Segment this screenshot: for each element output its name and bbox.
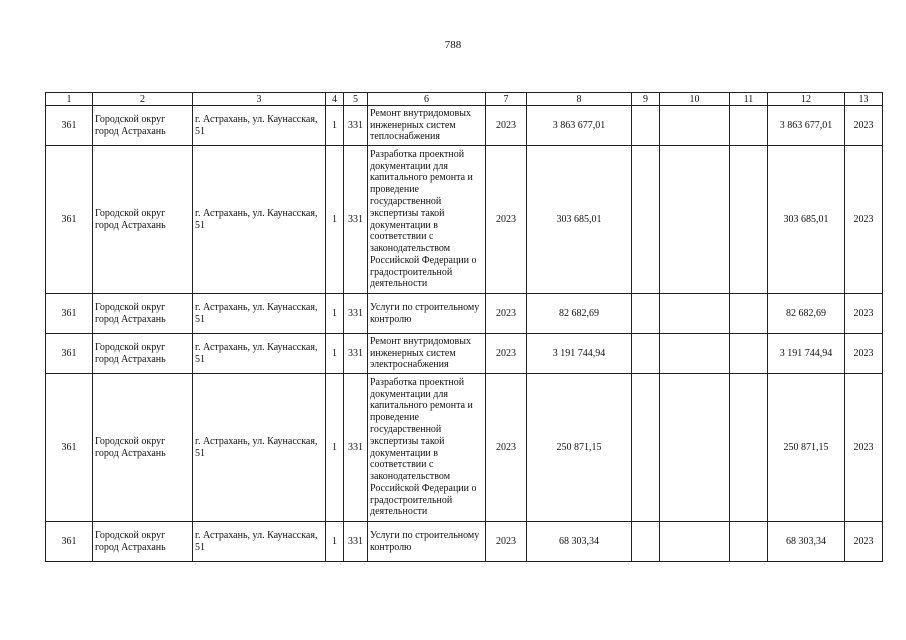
cell-total: 3 863 677,01 (768, 106, 845, 146)
cell-cost: 3 863 677,01 (527, 106, 632, 146)
cell-col4: 1 (326, 374, 344, 522)
cell-cost: 303 685,01 (527, 146, 632, 294)
cell-index: 361 (46, 106, 93, 146)
cell-year: 2023 (486, 522, 527, 562)
cell-col5: 331 (344, 522, 368, 562)
cell-cost: 250 871,15 (527, 374, 632, 522)
cell-index: 361 (46, 522, 93, 562)
table-row (46, 374, 883, 522)
cell-work-type: Разработка проектной документации для капитального ремонта и проведение государственной экспертизы такой документации в соответствии с законодательством Российской Федерации о градостроительной деятельности (368, 374, 486, 522)
cell-cost: 68 303,34 (527, 522, 632, 562)
column-header: 1 (46, 93, 93, 106)
cell-col4: 1 (326, 334, 344, 374)
cell-end-year: 2023 (845, 106, 883, 146)
cell-col11 (730, 146, 768, 294)
cell-municipality: Городской округ город Астрахань (93, 522, 193, 562)
column-header: 6 (368, 93, 486, 106)
table-row (46, 522, 883, 562)
cell-col10 (660, 146, 730, 294)
cell-col10 (660, 374, 730, 522)
cell-municipality: Городской округ город Астрахань (93, 294, 193, 334)
cell-total: 68 303,34 (768, 522, 845, 562)
cell-year: 2023 (486, 106, 527, 146)
cell-end-year: 2023 (845, 146, 883, 294)
cell-col9 (632, 146, 660, 294)
cell-address: г. Астрахань, ул. Каунасская, 51 (193, 106, 326, 146)
cell-col10 (660, 334, 730, 374)
cell-year: 2023 (486, 294, 527, 334)
cell-end-year: 2023 (845, 374, 883, 522)
column-header: 10 (660, 93, 730, 106)
cell-col5: 331 (344, 294, 368, 334)
cell-end-year: 2023 (845, 334, 883, 374)
cell-col9 (632, 334, 660, 374)
cell-work-type: Разработка проектной документации для капитального ремонта и проведение государственной экспертизы такой документации в соответствии с законодательством Российской Федерации о градостроительной деятельности (368, 146, 486, 294)
cell-col10 (660, 106, 730, 146)
cell-cost: 82 682,69 (527, 294, 632, 334)
cell-end-year: 2023 (845, 522, 883, 562)
column-header: 11 (730, 93, 768, 106)
cell-col11 (730, 106, 768, 146)
cell-col5: 331 (344, 374, 368, 522)
cell-work-type: Ремонт внутридомовых инженерных систем теплоснабжения (368, 106, 486, 146)
column-header: 8 (527, 93, 632, 106)
table-row (46, 146, 883, 294)
cell-address: г. Астрахань, ул. Каунасская, 51 (193, 294, 326, 334)
cell-col4: 1 (326, 146, 344, 294)
cell-col4: 1 (326, 106, 344, 146)
column-header: 7 (486, 93, 527, 106)
table-row (46, 294, 883, 334)
cell-cost: 3 191 744,94 (527, 334, 632, 374)
cell-work-type: Услуги по строительному контролю (368, 522, 486, 562)
cell-municipality: Городской округ город Астрахань (93, 106, 193, 146)
header-row (46, 93, 883, 106)
page-number: 788 (444, 39, 462, 51)
cell-index: 361 (46, 334, 93, 374)
column-header: 2 (93, 93, 193, 106)
cell-year: 2023 (486, 334, 527, 374)
column-header: 9 (632, 93, 660, 106)
cell-total: 3 191 744,94 (768, 334, 845, 374)
table-row (46, 334, 883, 374)
cell-work-type: Ремонт внутридомовых инженерных систем электроснабжения (368, 334, 486, 374)
cell-col5: 331 (344, 146, 368, 294)
cell-col10 (660, 522, 730, 562)
cell-municipality: Городской округ город Астрахань (93, 334, 193, 374)
column-header: 12 (768, 93, 845, 106)
cell-index: 361 (46, 374, 93, 522)
cell-address: г. Астрахань, ул. Каунасская, 51 (193, 522, 326, 562)
cell-municipality: Городской округ город Астрахань (93, 374, 193, 522)
cell-total: 82 682,69 (768, 294, 845, 334)
cell-index: 361 (46, 294, 93, 334)
cell-work-type: Услуги по строительному контролю (368, 294, 486, 334)
cell-col9 (632, 294, 660, 334)
cell-address: г. Астрахань, ул. Каунасская, 51 (193, 146, 326, 294)
cell-col11 (730, 522, 768, 562)
cell-end-year: 2023 (845, 294, 883, 334)
cell-total: 303 685,01 (768, 146, 845, 294)
cell-col4: 1 (326, 294, 344, 334)
cell-col10 (660, 294, 730, 334)
cell-municipality: Городской округ город Астрахань (93, 146, 193, 294)
cell-col11 (730, 334, 768, 374)
cell-col4: 1 (326, 522, 344, 562)
register-table (45, 92, 883, 562)
cell-address: г. Астрахань, ул. Каунасская, 51 (193, 334, 326, 374)
cell-col11 (730, 294, 768, 334)
column-header: 3 (193, 93, 326, 106)
cell-col9 (632, 106, 660, 146)
cell-col9 (632, 522, 660, 562)
column-header: 4 (326, 93, 344, 106)
cell-index: 361 (46, 146, 93, 294)
table-row (46, 106, 883, 146)
cell-col5: 331 (344, 106, 368, 146)
cell-col9 (632, 374, 660, 522)
cell-total: 250 871,15 (768, 374, 845, 522)
column-header: 5 (344, 93, 368, 106)
cell-year: 2023 (486, 374, 527, 522)
column-header: 13 (845, 93, 883, 106)
cell-col5: 331 (344, 334, 368, 374)
cell-year: 2023 (486, 146, 527, 294)
cell-col11 (730, 374, 768, 522)
cell-address: г. Астрахань, ул. Каунасская, 51 (193, 374, 326, 522)
